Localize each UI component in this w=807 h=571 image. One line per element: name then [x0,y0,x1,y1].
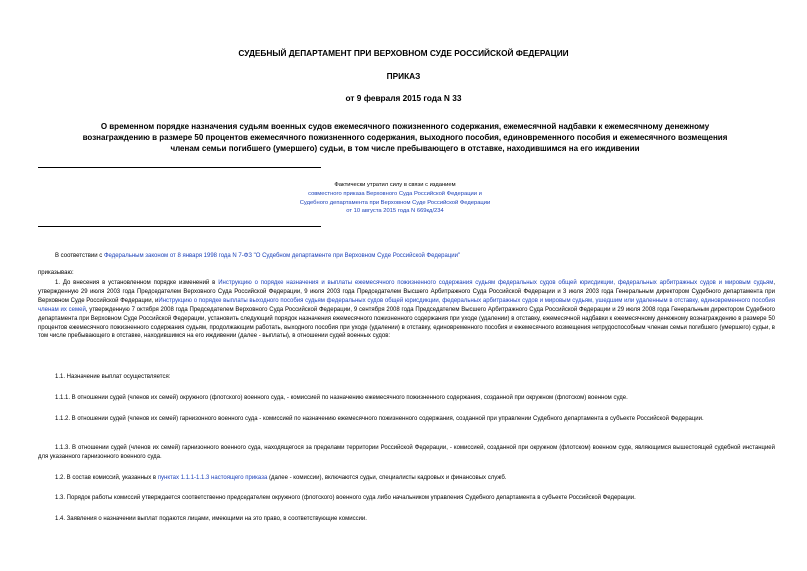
document-date-number: от 9 февраля 2015 года N 33 [345,93,462,103]
instruction-link-1[interactable]: Инструкцию о порядке назначения и выплаты ежемесячного пожизненного содержания судьям федеральных судов общей юрисдикции, федеральных арбитражных судов и мировым судьям [218,280,774,286]
divider-top [38,167,321,168]
paragraph-1-text-a: 1. До внесения в установленном порядке изменений в [55,280,219,286]
status-note [250,181,540,216]
points-link[interactable]: пунктах 1.1.1-1.1.3 настоящего приказа [157,475,268,481]
document-title: О временном порядке назначения судьям военных судов ежемесячного пожизненного содержания, ежемесячной надбавки к ежемесячному денежному вознаграждению в размере 50 процентов ежемесячного пожизненного содержания, выходного пособия, единовременного пособия и ежемесячного возмещения членам семьи погибшего (умершего) судьи, в том числе пребывающего в отставке, находившимся на его иждивении [82,122,728,153]
preamble-text: В соответствии с [55,253,104,259]
paragraph-1-2 [55,474,775,483]
instruction-link-2[interactable]: Инструкцию о порядке выплаты выходного пособия судьям федеральных судов общей юрисдикции, федеральных арбитражных судов и мировым судьям, ушедшим или удаленным в отставку, единовременного пособия членам их семей [38,297,776,313]
status-note-text: Фактически утратил силу в связи с изданием [334,182,456,188]
order-word: приказываю: [38,270,74,276]
organization-heading: СУДЕБНЫЙ ДЕПАРТАМЕНТ ПРИ ВЕРХОВНОМ СУДЕ РОССИЙСКОЙ ФЕДЕРАЦИИ [238,48,569,58]
document-type-heading: ПРИКАЗ [386,71,421,81]
paragraph-1-1-1: 1.1.1. В отношении судей (членов их семей) окружного (флотского) военного суда, - комиссией по назначению ежемесячного пожизненного содержания, созданной при окружном (флотском) военном суде. [55,395,628,401]
federal-law-link[interactable]: Федеральным законом от 8 января 1998 года N 7-ФЗ "О Судебном департаменте при Верховном Суде Российской Федерации" [103,253,461,259]
preamble [55,252,775,261]
paragraph-1-1-2: 1.1.2. В отношении судей (членов их семей) гарнизонного военного суда - комиссией по назначению ежемесячного пожизненного содержания, созданной при управлении Судебного департамента в субъекте Российской Федерации. [55,416,704,422]
paragraph-1-2-text-a: 1.2. В состав комиссий, указанных в [55,475,158,481]
paragraph-1-text-b: , утвержденную 29 июля 2003 года Председателем Верховного Суда Российской Федерации, 9 июля 2003 года Председателем Высшего Арбитражного Суда Российской Федерации и 3 июля 2003 года Генеральным директором Судебного департамента при Верховном Суде Российской Федерации, и [38,280,775,304]
divider-bottom [38,226,321,227]
paragraph-1-text-c: , утвержденную 7 октября 2008 года Председателем Верховного Суда Российской Федерации, 9 сентября 2008 года Председателем Высшего Арбитражного Суда Российской Федерации и 29 июля 2008 года Генеральным директором Судебного департамента при Верховном Суде Российской Федерации, установить следующий порядок назначения ежемесячного пожизненного содержания при уходе (удалении) в отставку, ежемесячной надбавки к ежемесячному денежному вознаграждению в размере 50 процентов ежемесячного пожизненного содержания судьям, продолжающим работать, выходного пособия при уходе (удалении) в отставку, единовременного пособия и ежемесячного возмещения нетрудоспособным членам семьи погибшего (умершего) судьи, в том числе пребывающего в отставке, находившимся на его иждивении (далее - выплаты), в отношении судей военных судов: [38,306,775,340]
paragraph-1-3: 1.3. Порядок работы комиссий утверждается соответственно председателем окружного (флотского) военного суда либо начальником управления Судебного департамента в субъекте Российской Федерации. [55,495,636,501]
paragraph-1-2-text-b: (далее - комиссии), включаются судьи, специалисты кадровых и финансовых служб. [267,475,507,481]
paragraph-1-1-3: 1.1.3. В отношении судей (членов их семей) гарнизонного военного суда, находящегося за пределами территории Российской Федерации, - комиссией, созданной при окружном (флотском) военном суде, являющимся вышестоящей судебной инстанцией для указанного гарнизонного военного суда. [38,445,775,460]
paragraph-1 [38,279,775,341]
paragraph-1-4: 1.4. Заявления о назначении выплат подаются лицами, имеющими на это право, в соответствующие комиссии. [55,516,367,522]
paragraph-1-1: 1.1. Назначение выплат осуществляется: [55,374,171,380]
status-note-link-1[interactable]: совместного приказа Верховного Суда Российской Федерации и [308,190,482,197]
status-note-link-3[interactable]: от 10 августа 2015 года N 669кд/234 [346,208,444,215]
status-note-link-2[interactable]: Судебного департамента при Верховном Суде Российской Федерации [299,199,491,206]
